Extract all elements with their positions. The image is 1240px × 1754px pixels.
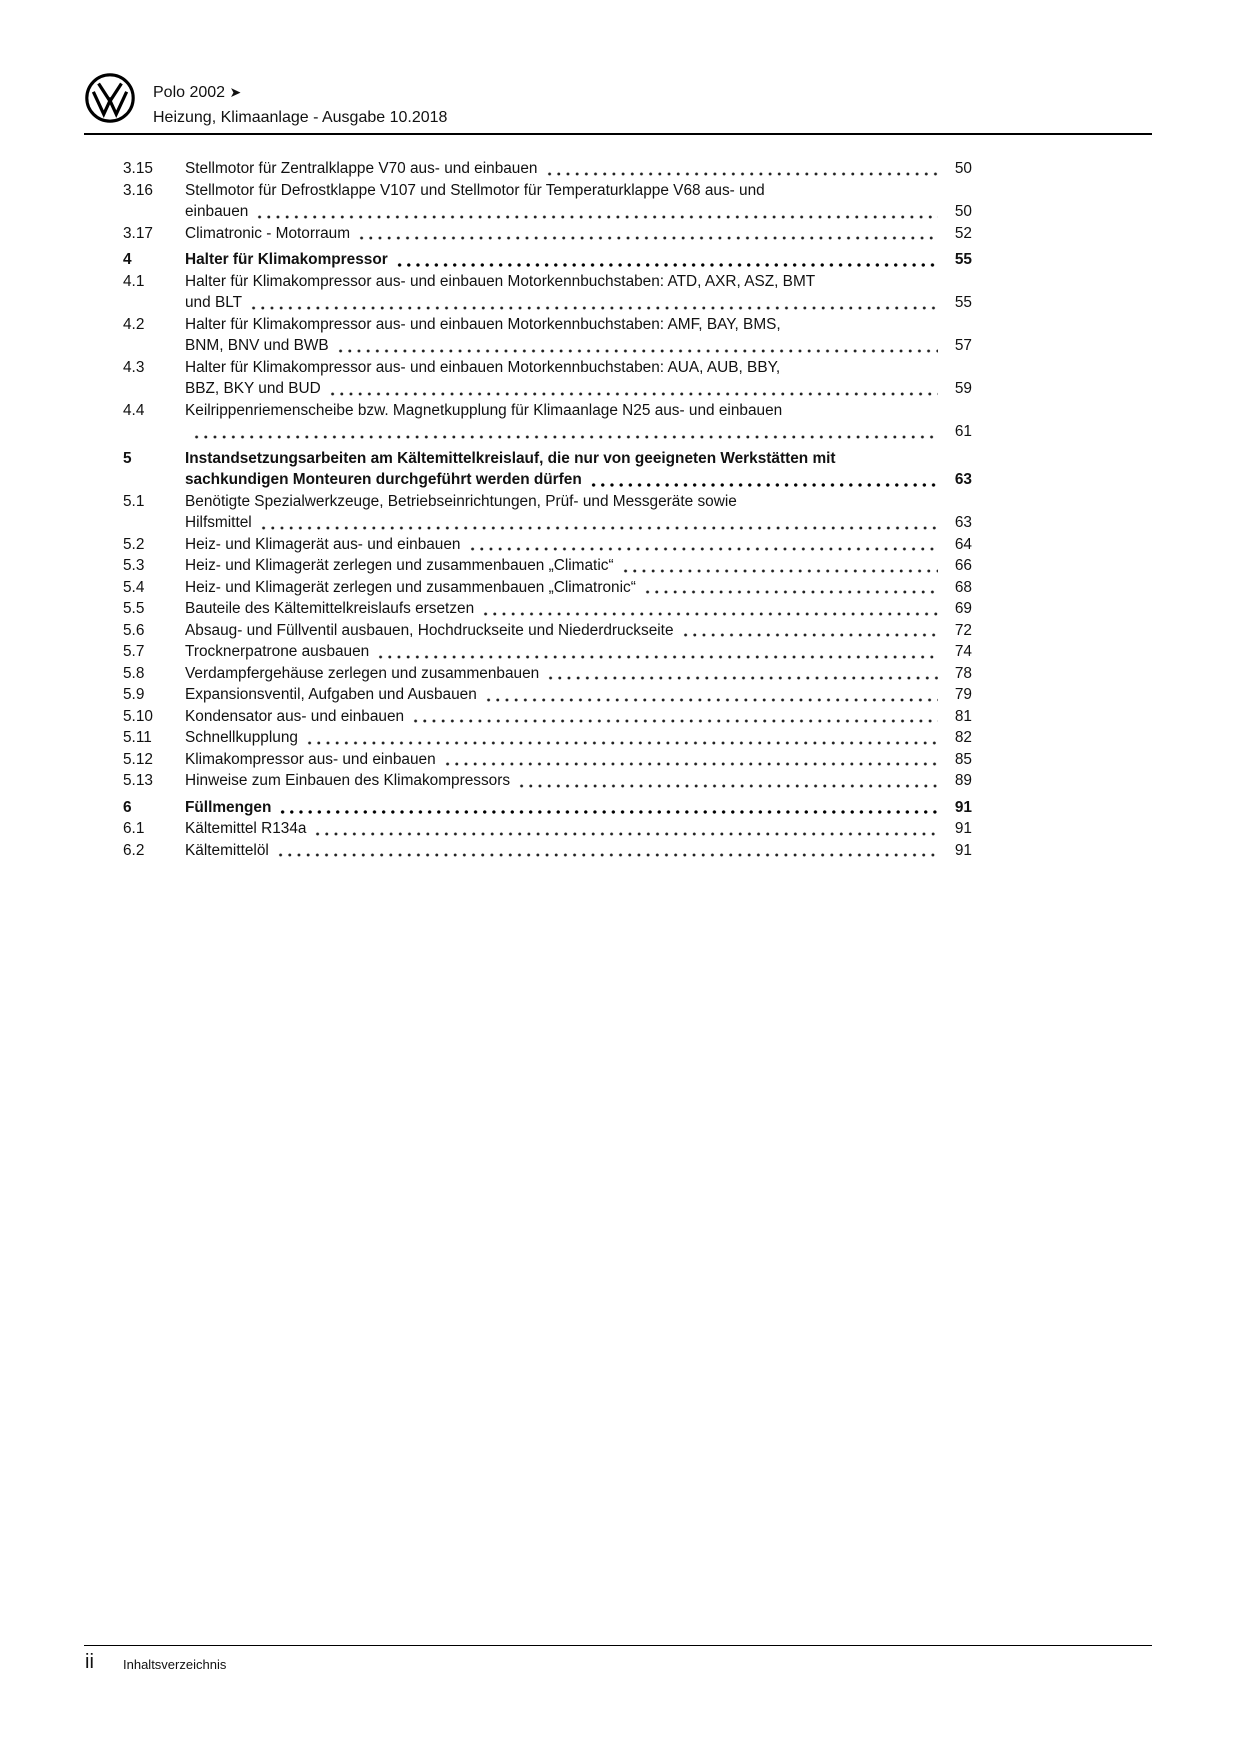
dot-leader: [546, 663, 938, 685]
toc-entry-page: 57: [954, 337, 972, 354]
toc-entry-body: [185, 727, 972, 749]
toc-entry: [123, 749, 972, 771]
toc-entry-title: Heiz- und Klimagerät aus- und einbauen: [185, 535, 461, 553]
toc-entry-number: 4.2: [123, 315, 145, 333]
toc-entry-page: 85: [954, 750, 972, 768]
toc-entry-page: 91: [954, 820, 972, 837]
dot-leader: [643, 577, 938, 599]
toc-entry-number: 4.4: [123, 401, 145, 419]
toc-entry-page: 50: [954, 203, 972, 220]
toc-entry-title: BNM, BNV und BWB: [185, 337, 329, 354]
toc: [123, 158, 972, 861]
toc-entry-title: Heiz- und Klimagerät zerlegen und zusammenbauen „Climatronic“: [185, 578, 636, 596]
dot-leader: [681, 620, 938, 642]
toc-entry-title: Halter für Klimakompressor: [185, 251, 388, 268]
toc-entry: [123, 555, 972, 577]
toc-entry-title: und BLT: [185, 294, 243, 311]
toc-entry-line: [185, 400, 972, 422]
toc-entry-line: [185, 491, 972, 513]
toc-entry-page: 61: [954, 423, 972, 440]
page-header: [153, 80, 447, 130]
toc-entry-number: 6.2: [123, 841, 145, 859]
dot-leader: [481, 598, 938, 620]
toc-entry: [123, 491, 972, 534]
toc-entry-body: [185, 770, 972, 792]
toc-entry-body: [185, 534, 972, 556]
toc-entry: [123, 249, 972, 271]
toc-entry-page: 79: [954, 686, 972, 703]
toc-entry-title: Stellmotor für Defrostklappe V107 und Stellmotor für Temperaturklappe V68 aus- und: [185, 181, 765, 199]
toc-entry-page: 64: [954, 535, 972, 553]
toc-entry-body: [185, 818, 972, 840]
dot-leader: [255, 201, 938, 223]
toc-entry-line: [185, 770, 972, 792]
dot-leader: [336, 335, 938, 357]
toc-entry-line: [185, 706, 972, 728]
toc-entry-body: [185, 158, 972, 180]
toc-entry-body: [185, 249, 972, 271]
toc-entry-page: 63: [954, 514, 972, 531]
toc-entry: [123, 620, 972, 642]
toc-entry-title: Stellmotor für Zentralklappe V70 aus- und einbauen: [185, 160, 538, 177]
toc-entry-line: [185, 534, 972, 556]
toc-entry: [123, 727, 972, 749]
toc-entry-title: Absaug- und Füllventil ausbauen, Hochdruckseite und Niederdruckseite: [185, 621, 674, 639]
toc-entry-number: 5.1: [123, 492, 145, 510]
toc-entry-number: 5.3: [123, 557, 145, 574]
toc-entry: [123, 400, 972, 443]
toc-entry: [123, 684, 972, 706]
toc-entry-body: [185, 663, 972, 685]
toc-entry-page: 55: [954, 251, 972, 268]
toc-entry-number: 5.10: [123, 707, 153, 725]
dot-leader: [443, 749, 938, 771]
model-line: [153, 80, 447, 105]
toc-entry-number: 3.17: [123, 224, 153, 242]
edition-subtitle: Heizung, Klimaanlage - Ausgabe 10.2018: [153, 109, 448, 126]
toc-entry-title: Hilfsmittel: [185, 514, 252, 531]
toc-entry-line: [185, 749, 972, 771]
toc-entry-page: 89: [954, 772, 972, 789]
toc-entry-line: [185, 598, 972, 620]
toc-entry-line: [185, 727, 972, 749]
dot-leader: [249, 292, 938, 314]
toc-entry-line: [185, 421, 972, 443]
toc-entry-page: 68: [954, 578, 972, 596]
footer-page-label: ii: [85, 1651, 94, 1673]
toc-entry-line: [185, 223, 972, 245]
toc-entry-number: 3.15: [123, 160, 153, 177]
toc-entry-title: BBZ, BKY und BUD: [185, 380, 321, 397]
toc-entry-number: 3.16: [123, 181, 153, 199]
toc-entry-title: Kondensator aus- und einbauen: [185, 707, 405, 725]
toc-entry-number: 4: [123, 251, 132, 268]
dot-leader: [484, 684, 938, 706]
toc-entry-title: Climatronic - Motorraum: [185, 224, 351, 242]
toc-entry-title: Verdampfergehäuse zerlegen und zusammenbauen: [185, 664, 540, 682]
toc-entry-page: 91: [954, 841, 972, 859]
toc-entry-number: 5.13: [123, 772, 153, 789]
toc-entry-title: Expansionsventil, Aufgaben und Ausbauen: [185, 686, 477, 703]
toc-entry-body: [185, 400, 972, 443]
toc-entry-number: 5.12: [123, 750, 153, 768]
toc-entry-page: 69: [954, 600, 972, 617]
toc-entry-line: [185, 620, 972, 642]
toc-entry-title: Klimakompressor aus- und einbauen: [185, 750, 436, 768]
toc-entry: [123, 706, 972, 728]
toc-entry-body: [185, 641, 972, 663]
toc-entry-number: 5.4: [123, 578, 145, 596]
toc-entry-page: 66: [954, 557, 972, 574]
toc-entry-line: [185, 818, 972, 840]
toc-entry-line: [185, 271, 972, 293]
toc-entry-title: Halter für Klimakompressor aus- und einbauen Motorkennbuchstaben: ATD, AXR, ASZ, BMT: [185, 272, 816, 290]
toc-entry-page: 81: [954, 707, 972, 725]
toc-entry-title: Bauteile des Kältemittelkreislaufs ersetzen: [185, 600, 475, 617]
toc-entry-title: Kältemittel R134a: [185, 820, 307, 837]
toc-entry-body: [185, 706, 972, 728]
model-name: Polo 2002: [153, 84, 226, 101]
toc-entry-body: [185, 491, 972, 534]
footer-rule: [84, 1645, 1152, 1646]
toc-entry: [123, 577, 972, 599]
toc-entry-body: [185, 357, 972, 400]
toc-entry-line: [185, 448, 972, 470]
toc-entry-number: 5: [123, 449, 132, 467]
toc-entry-number: 5.6: [123, 621, 145, 639]
toc-entry-title: sachkundigen Monteuren durchgeführt werden dürfen: [185, 471, 582, 488]
dot-leader: [621, 555, 938, 577]
toc-entry: [123, 180, 972, 223]
toc-entry-title: Instandsetzungsarbeiten am Kältemittelkreislauf, die nur von geeigneten Werkstätten mit: [185, 449, 836, 467]
toc-entry: [123, 448, 972, 491]
toc-entry-number: 5.8: [123, 664, 145, 682]
toc-entry-body: [185, 749, 972, 771]
dot-leader: [468, 534, 939, 556]
dot-leader: [411, 706, 938, 728]
toc-entry-page: 72: [954, 621, 972, 639]
toc-entry-number: 5.2: [123, 535, 145, 553]
toc-entry-line: [185, 512, 972, 534]
dot-leader: [545, 158, 939, 180]
dot-leader: [395, 249, 938, 271]
toc-entry-title: Halter für Klimakompressor aus- und einbauen Motorkennbuchstaben: AMF, BAY, BMS,: [185, 315, 781, 333]
toc-entry-body: [185, 684, 972, 706]
toc-entry-line: [185, 555, 972, 577]
toc-entry-line: [185, 249, 972, 271]
toc-entry-body: [185, 598, 972, 620]
toc-entry-number: 5.7: [123, 643, 145, 660]
toc-entry-page: 78: [954, 664, 972, 682]
dot-leader: [328, 378, 938, 400]
toc-entry-body: [185, 620, 972, 642]
toc-entry-number: 5.11: [123, 729, 152, 746]
toc-entry-page: 63: [954, 471, 972, 488]
toc-entry-title: Kältemittelöl: [185, 841, 269, 859]
toc-entry-title: Schnellkupplung: [185, 729, 298, 746]
toc-entry-line: [185, 158, 972, 180]
toc-entry-page: 91: [954, 798, 972, 816]
toc-entry-number: 5.9: [123, 686, 145, 703]
toc-entry: [123, 314, 972, 357]
toc-entry-line: [185, 180, 972, 202]
toc-entry-line: [185, 663, 972, 685]
dot-leader: [305, 727, 938, 749]
toc-entry-page: 59: [954, 380, 972, 397]
toc-entry-body: [185, 223, 972, 245]
toc-entry-title: einbauen: [185, 203, 249, 220]
toc-entry-line: [185, 292, 972, 314]
vw-logo-icon: [84, 72, 136, 124]
toc-entry-line: [185, 335, 972, 357]
toc-entry: [123, 271, 972, 314]
footer-section-label: Inhaltsverzeichnis: [123, 1657, 227, 1672]
toc-entry-title: Trocknerpatrone ausbauen: [185, 643, 370, 660]
toc-entry-line: [185, 469, 972, 491]
toc-entry: [123, 818, 972, 840]
toc-entry-line: [185, 797, 972, 819]
toc-entry-title: Benötigte Spezialwerkzeuge, Betriebseinrichtungen, Prüf- und Messgeräte sowie: [185, 492, 737, 510]
toc-entry-line: [185, 840, 972, 862]
toc-entry-page: 50: [954, 160, 972, 177]
dot-leader: [192, 421, 938, 443]
toc-entry-title: Keilrippenriemenscheibe bzw. Magnetkupplung für Klimaanlage N25 aus- und einbauen: [185, 401, 783, 419]
toc-entry: [123, 840, 972, 862]
toc-entry-title: Halter für Klimakompressor aus- und einbauen Motorkennbuchstaben: AUA, AUB, BBY,: [185, 358, 781, 376]
toc-entry-body: [185, 555, 972, 577]
toc-entry-line: [185, 314, 972, 336]
header-rule: [84, 133, 1152, 135]
dot-leader: [259, 512, 938, 534]
toc-entry-title: Hinweise zum Einbauen des Klimakompressors: [185, 772, 511, 789]
toc-entry-line: [185, 684, 972, 706]
toc-entry-body: [185, 180, 972, 223]
toc-entry: [123, 223, 972, 245]
toc-entry-body: [185, 840, 972, 862]
toc-entry-page: 52: [954, 224, 972, 242]
toc-entry-number: 4.1: [123, 272, 145, 290]
toc-entry: [123, 663, 972, 685]
toc-entry: [123, 158, 972, 180]
dot-leader: [276, 840, 938, 862]
toc-entry-line: [185, 641, 972, 663]
toc-entry: [123, 357, 972, 400]
toc-entry-page: 74: [954, 643, 972, 660]
toc-entry-number: 5.5: [123, 600, 145, 617]
dot-leader: [278, 797, 938, 819]
toc-entry: [123, 797, 972, 819]
toc-entry-body: [185, 577, 972, 599]
toc-entry-title: Füllmengen: [185, 798, 272, 816]
toc-entry-body: [185, 314, 972, 357]
toc-entry: [123, 770, 972, 792]
toc-entry-body: [185, 271, 972, 314]
arrow-right-icon: ➤: [229, 84, 244, 100]
toc-entry-line: [185, 201, 972, 223]
toc-entry-number: 4.3: [123, 358, 145, 376]
dot-leader: [517, 770, 938, 792]
toc-entry-body: [185, 448, 972, 491]
dot-leader: [357, 223, 938, 245]
toc-entry-page: 82: [954, 729, 972, 746]
toc-entry-number: 6: [123, 798, 132, 816]
toc-entry-page: 55: [954, 294, 972, 311]
toc-entry: [123, 534, 972, 556]
toc-entry-body: [185, 797, 972, 819]
toc-entry-line: [185, 378, 972, 400]
toc-entry-title: Heiz- und Klimagerät zerlegen und zusammenbauen „Climatic“: [185, 557, 614, 574]
toc-entry: [123, 598, 972, 620]
toc-entry-line: [185, 357, 972, 379]
dot-leader: [589, 469, 938, 491]
toc-entry: [123, 641, 972, 663]
toc-entry-number: 6.1: [123, 820, 145, 837]
dot-leader: [313, 818, 938, 840]
toc-entry-line: [185, 577, 972, 599]
dot-leader: [376, 641, 938, 663]
